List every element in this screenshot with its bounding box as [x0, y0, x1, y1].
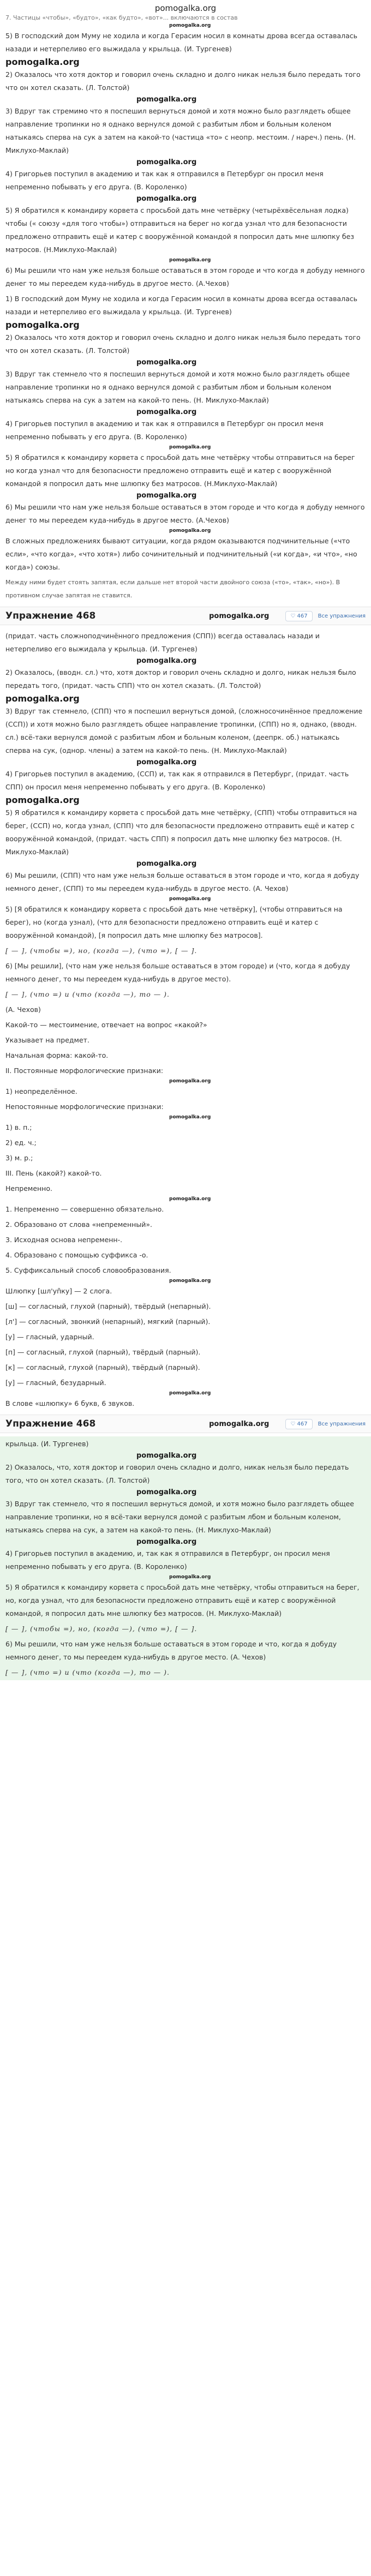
paragraph: Непостоянные морфологические признаки:: [5, 1103, 164, 1111]
watermark: pomogalka.org: [136, 758, 197, 766]
paragraph: 3) Вдруг так стемнело, (СПП) что я поспешил вернуться домой, (сложносочинённое предложение (ССП)) и хотя можно было разглядеть общее направление тропинки, (СПП) но я, однако, (вводн. сл.) всё-таки вернулся домой с разбитым лбом и больным коленом, (деепрк. об.) натыкаясь сперва на сук, (однор. члены) а затем на какой-то пень. (Н. Миклухо-Маклай): [5, 707, 363, 754]
watermark: pomogalka.org: [169, 1115, 211, 1120]
paragraph: 6) Мы решили, что нам уже нельзя больше оставаться в этом городе и что, когда я добуду немного денег, то мы переедем куда-нибудь в другое место. (А. Чехов): [5, 1640, 337, 1661]
paragraph: 5) Я обратился к командиру корвета с просьбой дать мне четвёрку чтобы отправиться на берег но когда узнал что для безопасности предложено отправить ещё и катер с вооружённой командой я попросил дать мне шлюпку без матросов. (Н.Миклухо-Маклай): [5, 453, 355, 488]
watermark: pomogalka.org: [169, 1196, 211, 1202]
all-exercises-link[interactable]: Все упражнения: [318, 613, 366, 619]
paragraph: 5) Я обратился к командиру корвета с просьбой дать мне четвёрку (четырёхвёсельная лодка) чтобы (« союзу «для того чтобы») отправиться на берег но когда узнал что для безопасности предложено отправить ещё и катер с вооружённой командой я попросил дать мне шлюпку без матросов. (Н.Миклухо-Маклай): [5, 206, 354, 254]
paragraph: В сложных предложениях бывают ситуации, когда рядом оказываются подчинительные («что если», «что когда», «что хотя») либо сочинительный и подчинительный («и когда», «и что», «но когда») союзы.: [5, 537, 357, 571]
paragraph: Шлюпку [шл'уп̑ку] — 2 слога.: [5, 1287, 112, 1295]
paragraph: II. Постоянные морфологические признаки:: [5, 1067, 164, 1075]
likes-button[interactable]: [285, 611, 312, 621]
paragraph: 5) В господский дом Муму не ходила и когда Герасим носил в комнаты дрова всегда оставалась назади и нетерпеливо его выжидала у крыльца. (И. Тургенев): [5, 32, 358, 53]
paragraph: 3. Исходная основа непременн-.: [5, 1236, 123, 1244]
paragraph: [у] — гласный, ударный.: [5, 1333, 94, 1341]
watermark: pomogalka.org: [169, 1079, 211, 1084]
paragraph: 4) Григорьев поступил в академию, и, так как я отправился в Петербург, он просил меня непременно побывать у его друга. (В. Короленко): [5, 1549, 330, 1571]
paragraph: 6) Мы решили что нам уже нельзя больше оставаться в этом городе и что когда я добуду немного денег то мы переедем куда-нибудь в другое место. (А.Чехов): [5, 266, 365, 287]
watermark: pomogalka.org: [136, 195, 197, 203]
paragraph: 2) ед. ч.;: [5, 1139, 37, 1147]
paragraph: крыльца. (И. Тургенев): [5, 1440, 89, 1448]
section-repeat: [0, 291, 371, 603]
scheme: [ — ], (что =) и (что (когда —), то — ).: [5, 990, 170, 998]
site-title[interactable]: pomogalka.org: [154, 3, 217, 13]
paragraph: 1) неопределённое.: [5, 1087, 77, 1095]
paragraph: 7. Частицы «чтобы», «будто», «как будто», «вот»... включаются в состав: [5, 14, 238, 21]
watermark: pomogalka.org: [169, 23, 211, 28]
watermark: pomogalka.org: [136, 1488, 197, 1496]
paragraph: 1. Непременно — совершенно обязательно.: [5, 1205, 164, 1213]
section-intro: [0, 13, 371, 291]
paragraph: 3) Вдруг так стемнело, что я поспешил вернуться домой, и хотя можно было разглядеть общее направление тропинки, но я всё-таки вернулся домой с разбитым лбом и больным коленом, натыкаясь сперва на сук, а затем на какой-то пень. (Н. Миклухо-Маклай): [5, 1500, 354, 1534]
paragraph: [к] — согласный, глухой (парный), твёрдый (парный).: [5, 1363, 200, 1371]
exercise-title: Упражнение 468: [5, 1418, 96, 1429]
paragraph: 2) Оказалось, (вводн. сл.) что, хотя доктор и говорил очень складно и долго, никак нельзя было передать того, (придат. часть СПП) что он хотел сказать. (Л. Толстой): [5, 668, 356, 690]
scheme: [ — ], (что =) и (что (когда —), то — ).: [5, 1668, 170, 1676]
paragraph: 2. Образовано от слова «непременный».: [5, 1220, 152, 1229]
watermark: pomogalka.org: [136, 358, 197, 367]
paragraph: 5) Я обратился к командиру корвета с просьбой дать мне четвёрку, (СПП) чтобы отправиться на берег, (ССП) но, когда узнал, (СПП) что для безопасности предложено отправить ещё и катер с вооружённой командой, (придат. часть СПП) я попросил дать мне шлюпку без матросов. (Н. Миклухо-Маклай): [5, 808, 357, 856]
paragraph: 5) [Я обратился к командиру корвета с просьбой дать мне четвёрку], (чтобы отправиться на берег), но (когда узнал), (что для безопасности предложено отправить ещё и катер с вооружённой командой), [я попросил дать мне шлюпку без матросов].: [5, 905, 343, 939]
paragraph: 6) [Мы решили], (что нам уже нельзя больше оставаться в этом городе) и (что, когда я добуду немного денег, то мы переедем куда-нибудь в другое место).: [5, 962, 350, 983]
watermark: pomogalka.org: [136, 158, 197, 166]
exercise-heading: [0, 1415, 371, 1433]
watermark: pomogalka.org: [169, 257, 211, 263]
paragraph: 6) Мы решили что нам уже нельзя больше оставаться в этом городе и что когда я добуду немного денег то мы переедем куда-нибудь в другое место. (А.Чехов): [5, 503, 365, 524]
watermark: pomogalka.org: [169, 528, 211, 534]
scheme: [ — ], (чтобы =), но, (когда —), (что =), [ — ].: [5, 1625, 198, 1633]
watermark: pomogalka.org: [169, 445, 211, 450]
watermark: pomogalka.org: [5, 693, 80, 704]
paragraph: (придат. часть сложноподчинённого предложения (СПП)) всегда оставалась назади и нетерпеливо его выжидала у крыльца. (И. Тургенев): [5, 632, 320, 653]
paragraph: 4) Григорьев поступил в академию и так как я отправился в Петербург он просил меня непременно побывать у его друга. (В. Короленко): [5, 170, 324, 191]
section-exercise-468: [0, 1436, 371, 1680]
paragraph: 4) Григорьев поступил в академию и так как я отправился в Петербург он просил меня непременно побывать у его друга. (В. Короленко): [5, 420, 324, 441]
paragraph: 4. Образовано с помощью суффикса -о.: [5, 1251, 148, 1259]
likes-count: 467: [297, 1421, 308, 1427]
paragraph: Указывает на предмет.: [5, 1036, 89, 1044]
watermark: pomogalka.org: [5, 320, 80, 330]
section-exercise-467: [0, 628, 371, 1017]
watermark: pomogalka.org: [209, 612, 270, 620]
exercise-title: Упражнение 468: [5, 610, 96, 621]
paragraph: III. Пень (какой?) какой-то.: [5, 1169, 102, 1177]
paragraph: 3) м. р.;: [5, 1154, 33, 1162]
paragraph: 5) Я обратился к командиру корвета с просьбой дать мне четвёрку, чтобы отправиться на берег, но, когда узнал, что для безопасности предложено отправить ещё и катер с вооружённой командой, я попросил дать мне шлюпку без матросов. (Н. Миклухо-Маклай): [5, 1583, 360, 1618]
paragraph: 6) Мы решили, (СПП) что нам уже нельзя больше оставаться в этом городе и что, когда я добуду немного денег, (СПП) то мы переедем куда-нибудь в другое место. (А. Чехов): [5, 871, 360, 892]
paragraph: 2) Оказалось, что, хотя доктор и говорил очень складно и долго, никак нельзя было передать того, что он хотел сказать. (Л. Толстой): [5, 1463, 349, 1484]
watermark: pomogalka.org: [169, 1278, 211, 1284]
paragraph: В слове «шлюпку» 6 букв, 6 звуков.: [5, 1399, 135, 1407]
heart-icon: ♡: [290, 613, 296, 619]
watermark: pomogalka.org: [169, 1391, 211, 1396]
watermark: pomogalka.org: [136, 408, 197, 416]
watermark: pomogalka.org: [136, 492, 197, 500]
heart-icon: ♡: [290, 1421, 296, 1427]
paragraph: Непременно.: [5, 1184, 52, 1193]
likes-count: 467: [297, 613, 308, 619]
paragraph: [у] — гласный, безударный.: [5, 1379, 106, 1387]
paragraph: [ш] — согласный, глухой (парный), твёрдый (непарный).: [5, 1302, 211, 1310]
paragraph: 4) Григорьев поступил в академию, (ССП) и, так как я отправился в Петербург, (придат. часть СПП) он просил меня непременно побывать у его друга. (В. Короленко): [5, 770, 349, 791]
paragraph: Между ними будет стоять запятая, если дальше нет второй части двойного союза («то», «так», «но»). В противном случае запятая не ставится.: [5, 579, 340, 599]
paragraph: 1) в. п.;: [5, 1123, 32, 1131]
exercise-heading: [0, 607, 371, 625]
paragraph: (А. Чехов): [5, 1005, 41, 1014]
watermark: pomogalka.org: [136, 657, 197, 665]
all-exercises-link[interactable]: Все упражнения: [318, 1421, 366, 1427]
paragraph: 2) Оказалось что хотя доктор и говорил очень складно и долго никак нельзя было передать того что он хотел сказать. (Л. Толстой): [5, 70, 361, 92]
watermark: pomogalka.org: [209, 1419, 270, 1428]
paragraph: 1) В господский дом Муму не ходила и когда Герасим носил в комнаты дрова всегда оставалась назади и нетерпеливо его выжидала у крыльца. (И. Тургенев): [5, 295, 358, 316]
watermark: pomogalka.org: [136, 95, 197, 104]
watermark: pomogalka.org: [5, 57, 80, 67]
paragraph: 5. Суффиксальный способ словообразования.: [5, 1266, 171, 1274]
paragraph: Начальная форма: какой-то.: [5, 1051, 109, 1059]
watermark: pomogalka.org: [136, 1452, 197, 1460]
scheme: [ — ], (чтобы =), но, (когда —), (что =), [ — ].: [5, 946, 198, 955]
watermark: pomogalka.org: [5, 795, 80, 805]
likes-button[interactable]: [285, 1419, 312, 1429]
paragraph: 3) Вдруг так стемнело что я поспешил вернуться домой и хотя можно было разглядеть общее направление тропинки но я однако вернулся домой с разбитым лбом и больным коленом натыкаясь сперва на сук а затем на какой-то пень. (Н. Миклухо-Маклай): [5, 370, 350, 404]
paragraph: Какой-то — местоимение, отвечает на вопрос «какой?»: [5, 1021, 207, 1029]
watermark: pomogalka.org: [169, 1574, 211, 1580]
watermark: pomogalka.org: [169, 896, 211, 902]
paragraph: 2) Оказалось что хотя доктор и говорил очень складно и долго никак нельзя было передать того что он хотел сказать. (Л. Толстой): [5, 333, 361, 355]
watermark: pomogalka.org: [136, 860, 197, 868]
paragraph: [л'] — согласный, звонкий (непарный), мягкий (парный).: [5, 1317, 211, 1326]
paragraph: 3) Вдруг так стремимо что я поспешил вернуться домой и хотя можно было разглядеть общее направление тропинки но я однако вернулся домой с разбитым лбом и больным коленом натыкаясь сперва на сук а затем на какой-то (частица «то» с неопр. местоим. / нареч.) пень. (Н. Миклухо-Маклай): [5, 107, 356, 154]
paragraph: [п] — согласный, глухой (парный), твёрдый (парный).: [5, 1348, 201, 1356]
section-morphology: [0, 1017, 371, 1411]
watermark: pomogalka.org: [136, 1538, 197, 1546]
